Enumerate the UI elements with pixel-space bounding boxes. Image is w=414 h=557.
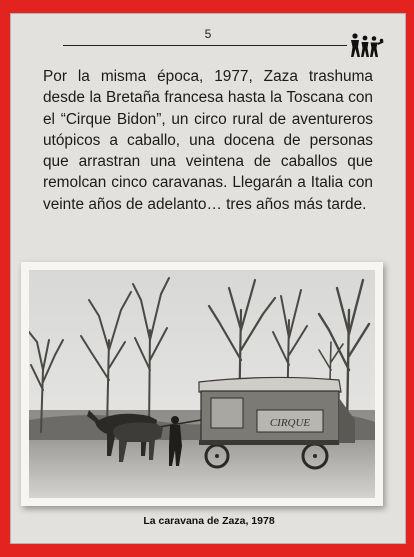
page-number: 5 xyxy=(204,27,212,41)
photo-frame xyxy=(21,262,383,506)
page-header xyxy=(11,14,405,64)
caravan-sign: CIRQUE xyxy=(269,417,311,429)
figures-group-icon xyxy=(349,32,385,58)
caravan-photo xyxy=(29,270,375,498)
header-rule xyxy=(63,45,347,46)
page xyxy=(10,13,406,544)
body-paragraph: Por la misma época, 1977, Zaza trashuma desde la Bretaña francesa hasta la Toscana con el “Cirque Bidon”, un circo rural de aventureros utópicos a caballo, una docena de personas que arrastran una veintena de caballos que remolcan cinco caravanas. Llegarán a Italia con veinte años de adelanto… tres años más tarde. xyxy=(43,68,373,213)
photo-caption: La caravana de Zaza, 1978 xyxy=(143,515,275,527)
